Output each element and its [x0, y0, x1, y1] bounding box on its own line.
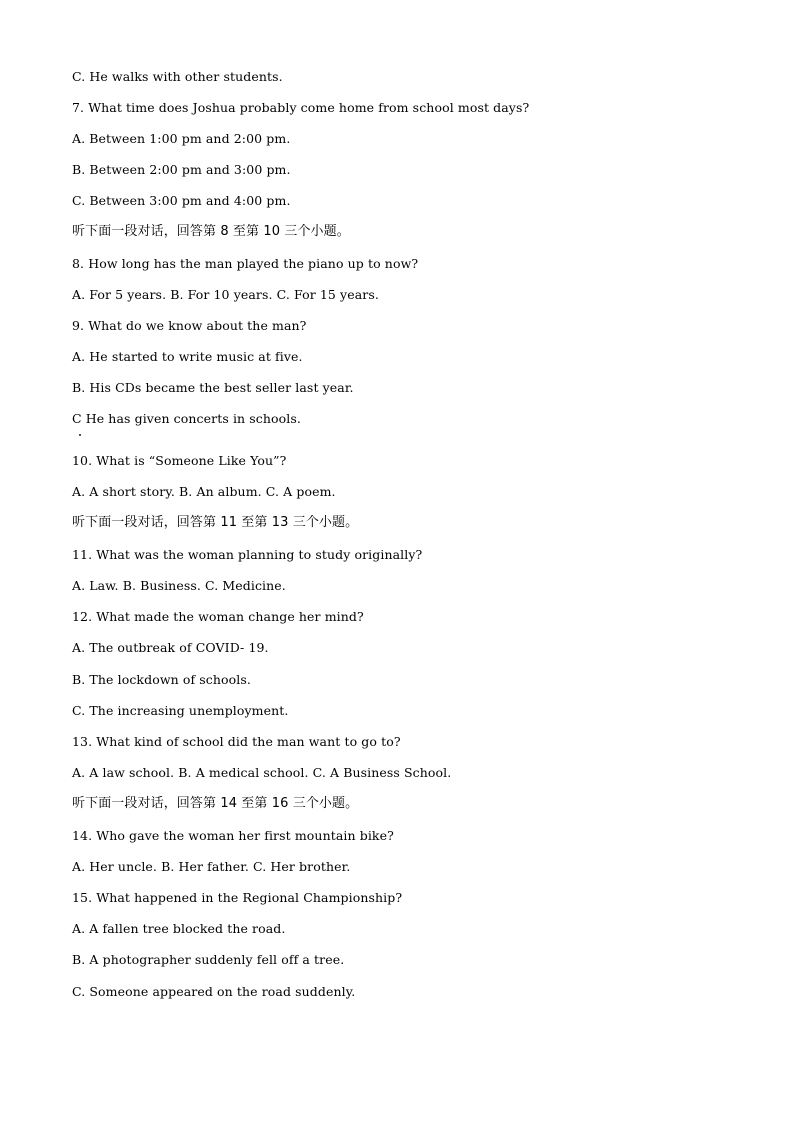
- options-13: A. A law school. B. A medical school. C. A Business School.: [72, 765, 452, 780]
- option-7c: C. Between 3:00 pm and 4:00 pm.: [72, 193, 291, 208]
- options-10: A. A short story. B. An album. C. A poem.: [72, 484, 336, 499]
- option-15b: B. A photographer suddenly fell off a tree.: [72, 952, 345, 967]
- question-12: 12. What made the woman change her mind?: [72, 609, 364, 624]
- question-14: 14. Who gave the woman her first mountain bike?: [72, 828, 394, 843]
- question-8: 8. How long has the man played the piano up to now?: [72, 256, 419, 271]
- option-6c: C. He walks with other students.: [72, 69, 283, 84]
- question-10: 10. What is “Someone Like You”?: [72, 453, 287, 468]
- option-9c: C He has given concerts in schools.: [72, 411, 301, 426]
- question-11: 11. What was the woman planning to study originally?: [72, 547, 423, 562]
- option-9b: B. His CDs became the best seller last year.: [72, 380, 354, 395]
- option-12b: B. The lockdown of schools.: [72, 672, 251, 687]
- option-12c: C. The increasing unemployment.: [72, 703, 289, 718]
- options-14: A. Her uncle. B. Her father. C. Her brother.: [72, 859, 351, 874]
- section-instruction-8-10: 听下面一段对话，回答第 8 至第 10 三个小题。: [72, 224, 350, 239]
- options-8: A. For 5 years. B. For 10 years. C. For 15 years.: [72, 287, 379, 302]
- question-15: 15. What happened in the Regional Championship?: [72, 890, 403, 905]
- option-12a: A. The outbreak of COVID- 19.: [72, 640, 269, 655]
- option-15a: A. A fallen tree blocked the road.: [72, 921, 286, 936]
- section-instruction-14-16: 听下面一段对话，回答第 14 至第 16 三个小题。: [72, 796, 359, 811]
- scan-speck: [79, 434, 81, 436]
- options-11: A. Law. B. Business. C. Medicine.: [72, 578, 286, 593]
- option-7a: A. Between 1:00 pm and 2:00 pm.: [72, 131, 291, 146]
- option-7b: B. Between 2:00 pm and 3:00 pm.: [72, 162, 291, 177]
- section-instruction-11-13: 听下面一段对话，回答第 11 至第 13 三个小题。: [72, 515, 359, 530]
- option-15c: C. Someone appeared on the road suddenly.: [72, 984, 356, 999]
- question-9: 9. What do we know about the man?: [72, 318, 307, 333]
- question-7: 7. What time does Joshua probably come home from school most days?: [72, 100, 530, 115]
- question-13: 13. What kind of school did the man want to go to?: [72, 734, 401, 749]
- option-9a: A. He started to write music at five.: [72, 349, 303, 364]
